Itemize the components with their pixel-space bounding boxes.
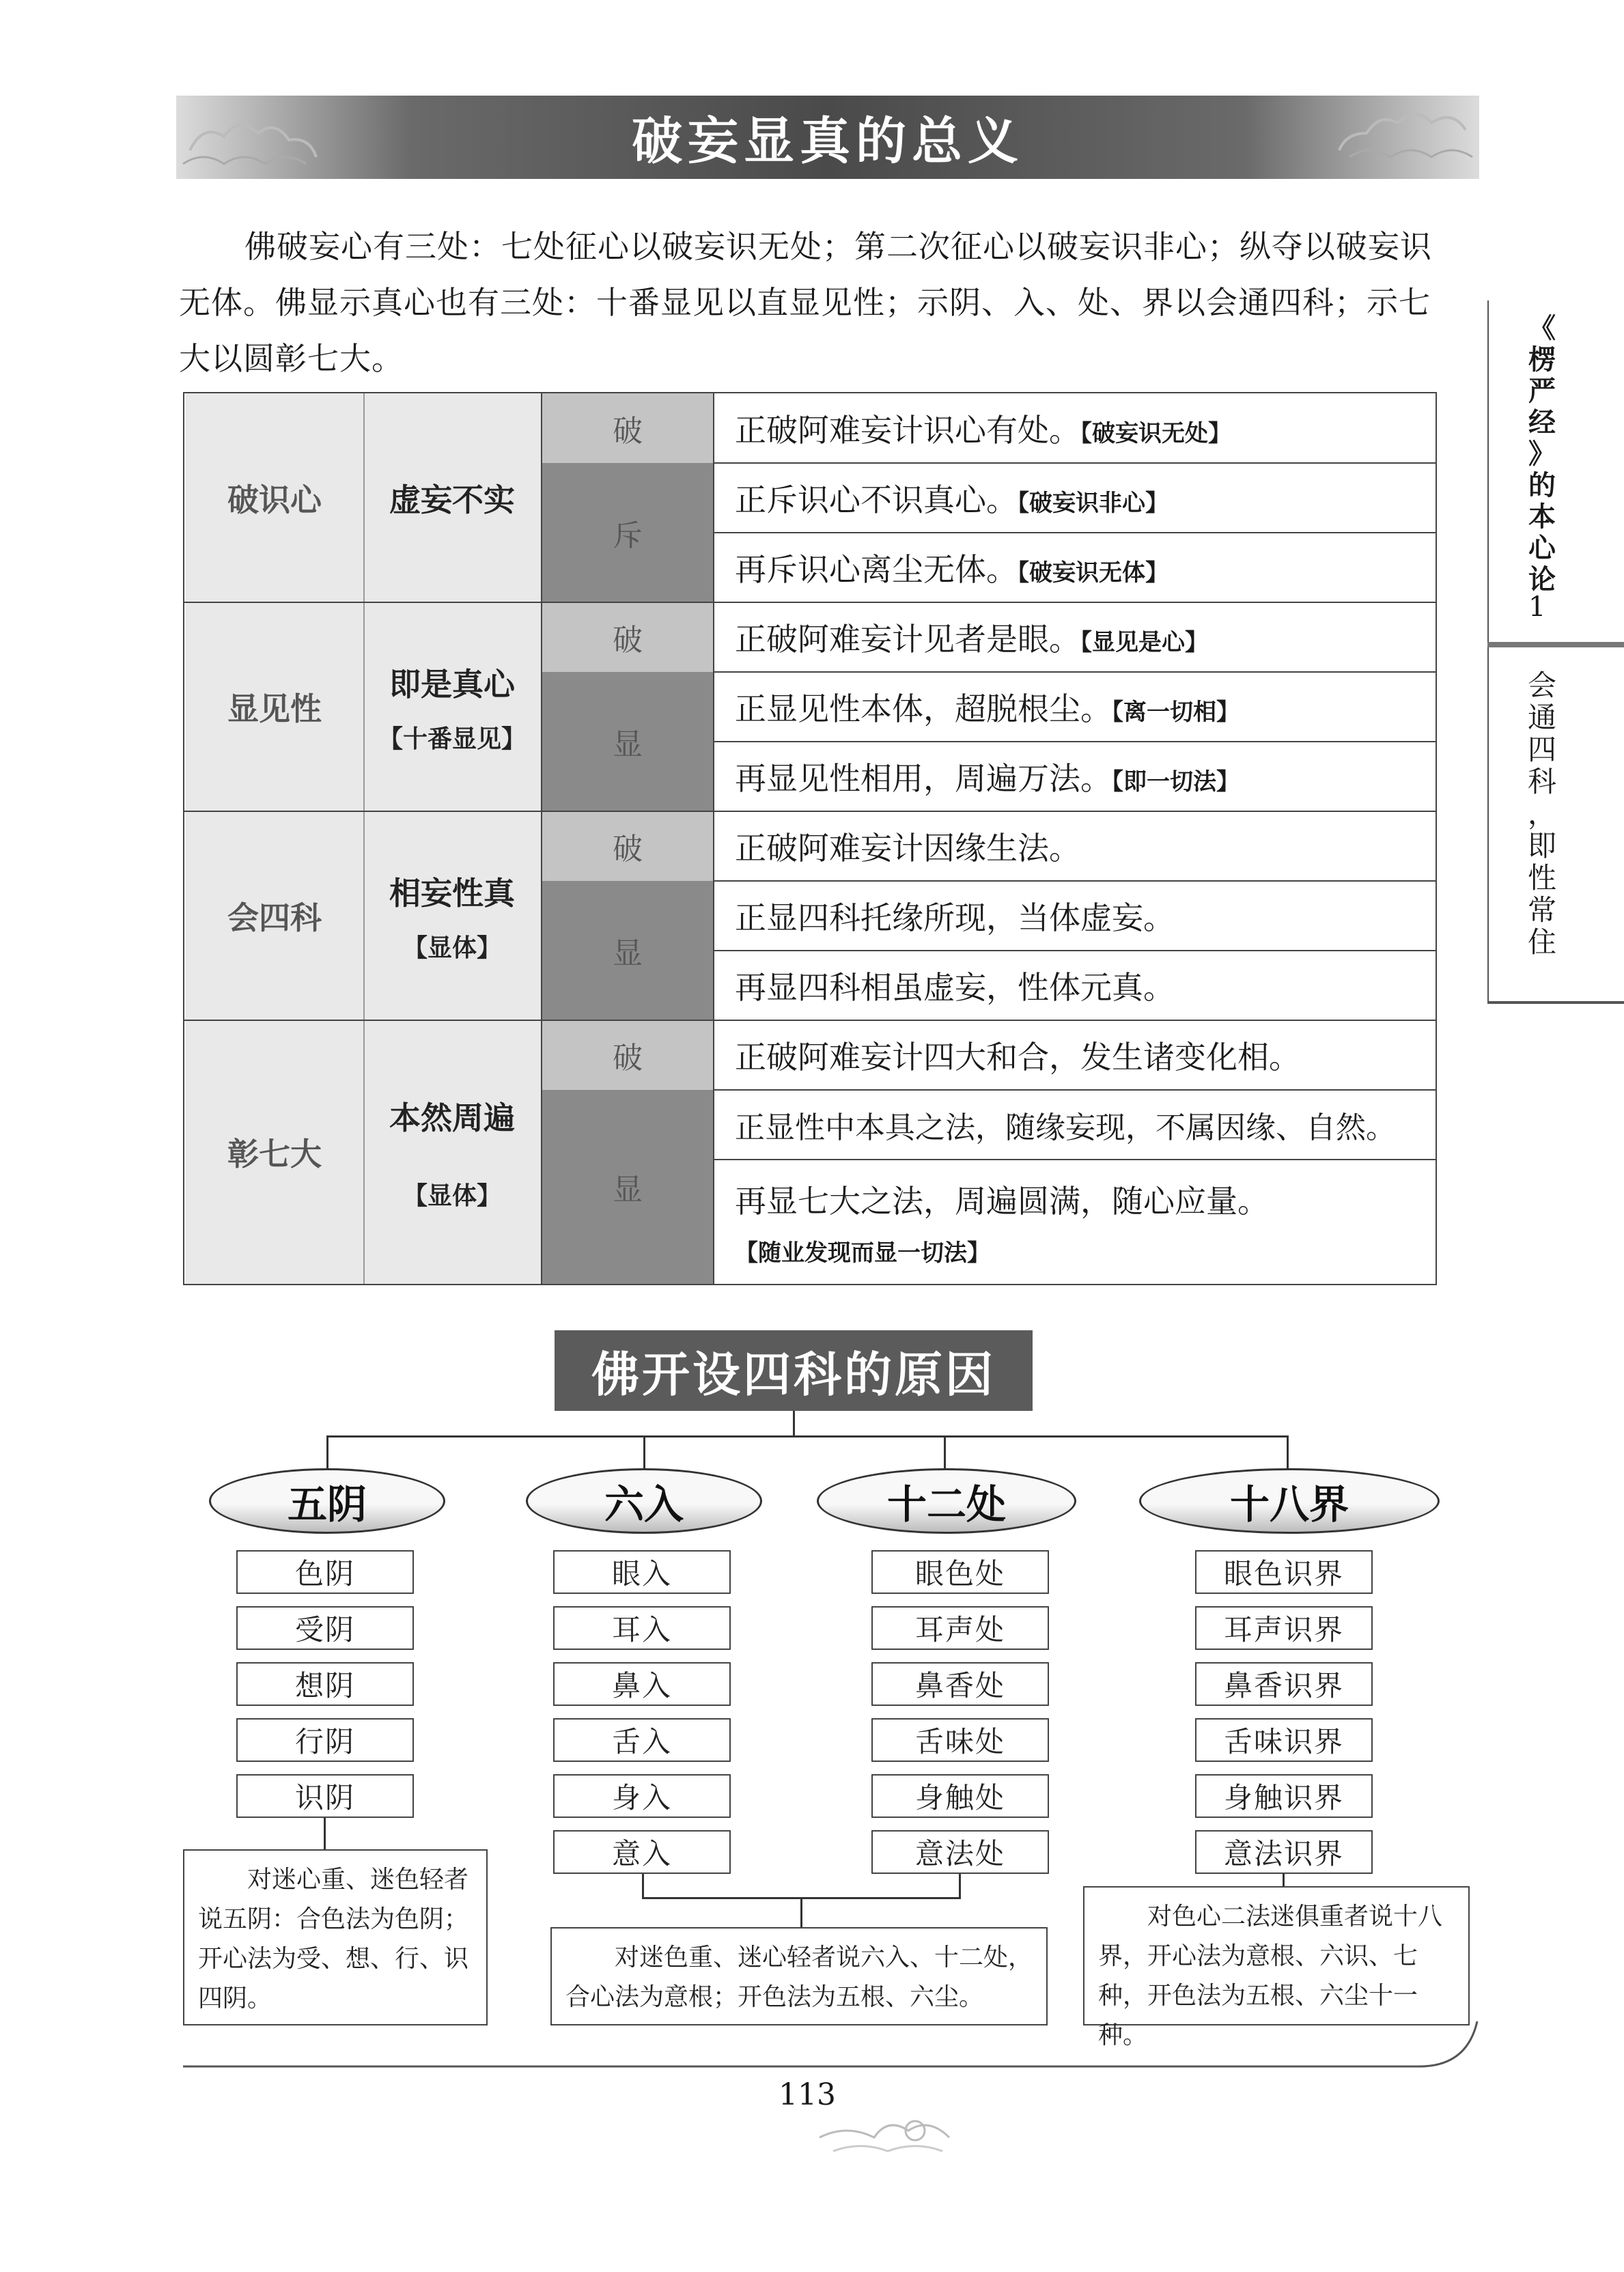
group-theme: 本然周遍 【显体】 bbox=[363, 1020, 541, 1284]
grid-line bbox=[714, 462, 1437, 464]
grid-line bbox=[363, 393, 365, 1284]
category-oval: 六入 bbox=[526, 1468, 762, 1534]
op-label: 破 bbox=[542, 602, 713, 672]
grid-line bbox=[714, 741, 1437, 742]
op-label: 破 bbox=[542, 1020, 713, 1090]
note-yin: 对迷心重、迷色轻者说五阴：合色法为色阴；开心法为受、想、行、识四阴。 bbox=[183, 1849, 488, 2025]
bottom-rule bbox=[176, 2015, 1487, 2069]
op-label: 显 bbox=[542, 1090, 713, 1284]
list-item: 鼻入 bbox=[553, 1662, 731, 1706]
table-row: 正显性中本具之法，随缘妄现，不属因缘、自然。 bbox=[735, 1110, 1396, 1145]
table-row: 正破阿难妄计四大和合，发生诸变化相。 bbox=[735, 1039, 1300, 1076]
op-label: 破 bbox=[542, 811, 713, 881]
connector-line bbox=[326, 1435, 1288, 1437]
op-label: 斥 bbox=[542, 463, 713, 602]
note-ru-chu: 对迷色重、迷心轻者说六入、十二处，合心法为意根；开色法为五根、六尘。 bbox=[550, 1927, 1048, 2025]
group-name: 显见性 bbox=[186, 602, 363, 811]
cloud-ornament-icon bbox=[813, 2103, 970, 2165]
connector-line bbox=[800, 1897, 802, 1929]
connector-line bbox=[959, 1874, 961, 1898]
grid-line bbox=[714, 1089, 1437, 1091]
category-oval: 十八界 bbox=[1139, 1468, 1440, 1534]
connector-line bbox=[324, 1818, 326, 1851]
table-row: 正破阿难妄计因缘生法。 bbox=[735, 830, 1080, 867]
list-item: 眼入 bbox=[553, 1550, 731, 1594]
section-title: 会 通 四 科 ， 即 性 常 住 bbox=[1527, 669, 1556, 959]
list-item: 身触处 bbox=[871, 1774, 1049, 1818]
list-item: 想阴 bbox=[236, 1662, 414, 1706]
title-banner bbox=[176, 96, 1479, 179]
list-item: 身触识界 bbox=[1195, 1774, 1373, 1818]
table-row: 正斥识心不识真心。【破妄识非心】 bbox=[735, 481, 1168, 518]
connector-line bbox=[944, 1435, 946, 1472]
list-item: 鼻香处 bbox=[871, 1662, 1049, 1706]
page-title: 破妄显真的总义 bbox=[632, 112, 1024, 171]
list-item: 身入 bbox=[553, 1774, 731, 1818]
section-title: 佛开设四科的原因 bbox=[591, 1346, 996, 1403]
connector-line bbox=[326, 1435, 328, 1472]
side-tab-border bbox=[1487, 300, 1489, 1004]
category-oval: 五阴 bbox=[209, 1468, 445, 1534]
group-theme: 相妄性真 【显体】 bbox=[363, 811, 541, 1020]
group-name: 破识心 bbox=[186, 393, 363, 602]
chapter-number: 1 bbox=[1528, 591, 1546, 623]
connector-line bbox=[793, 1411, 795, 1437]
list-item: 识阴 bbox=[236, 1774, 414, 1818]
list-item: 舌入 bbox=[553, 1718, 731, 1762]
table-row: 正破阿难妄计见者是眼。【显见是心】 bbox=[735, 621, 1208, 658]
grid-line bbox=[541, 393, 542, 1284]
book-title: 《 楞 严 经 》 的 本 心 论 bbox=[1528, 313, 1556, 595]
intro-paragraph: 佛破妄心有三处：七处征心以破妄识无处；第二次征心以破妄识非心；纵夺以破妄识无体。佛显示真心也有三处：十番显见以直显见性；示阴、入、处、界以会通四科；示七大以圆彰七大。 bbox=[179, 228, 1432, 377]
grid-line bbox=[714, 880, 1437, 882]
list-item: 耳声识界 bbox=[1195, 1606, 1373, 1650]
grid-line bbox=[184, 1020, 1436, 1021]
table-row: 再显四科相虽虚妄，性体元真。 bbox=[735, 969, 1175, 1006]
grid-line bbox=[714, 532, 1437, 533]
list-item: 行阴 bbox=[236, 1718, 414, 1762]
table-row: 正显四科托缘所现，当体虚妄。 bbox=[735, 899, 1175, 936]
grid-line bbox=[713, 393, 714, 1284]
connector-line bbox=[1283, 1874, 1285, 1888]
list-item: 耳入 bbox=[553, 1606, 731, 1650]
list-item: 意法处 bbox=[871, 1830, 1049, 1874]
table-row: 正破阿难妄计识心有处。【破妄识无处】 bbox=[735, 412, 1231, 449]
note-jie: 对色心二法迷俱重者说十八界，开心法为意根、六识、七种，开色法为五根、六尘十一种。 bbox=[1083, 1886, 1470, 2025]
group-theme: 即是真心 【十番显见】 bbox=[363, 602, 541, 811]
group-name: 彰七大 bbox=[186, 1020, 363, 1284]
grid-line bbox=[714, 671, 1437, 673]
grid-line bbox=[714, 1159, 1437, 1160]
grid-line bbox=[184, 602, 1436, 603]
op-label: 显 bbox=[542, 881, 713, 1020]
list-item: 意入 bbox=[553, 1830, 731, 1874]
grid-line bbox=[184, 811, 1436, 812]
summary-table bbox=[183, 392, 1437, 1285]
category-oval: 十二处 bbox=[817, 1468, 1076, 1534]
table-row: 正显见性本体，超脱根尘。【离一切相】 bbox=[735, 690, 1240, 727]
table-row: 再显七大之法，周遍圆满，随心应量。 【随业发现而显一切法】 bbox=[735, 1182, 1269, 1267]
side-tab-bottom bbox=[1487, 1001, 1624, 1004]
list-item: 耳声处 bbox=[871, 1606, 1049, 1650]
table-row: 再显见性相用，周遍万法。【即一切法】 bbox=[735, 760, 1240, 797]
connector-line bbox=[643, 1435, 645, 1472]
op-label: 破 bbox=[542, 393, 713, 463]
table-row: 再斥识心离尘无体。【破妄识无体】 bbox=[735, 551, 1168, 588]
list-item: 舌味识界 bbox=[1195, 1718, 1373, 1762]
list-item: 眼色识界 bbox=[1195, 1550, 1373, 1594]
cloud-ornament-icon bbox=[1315, 96, 1479, 179]
connector-line bbox=[642, 1874, 644, 1898]
connector-line bbox=[1287, 1435, 1289, 1472]
list-item: 鼻香识界 bbox=[1195, 1662, 1373, 1706]
section-banner bbox=[555, 1330, 1033, 1411]
list-item: 色阴 bbox=[236, 1550, 414, 1594]
side-tab-divider bbox=[1487, 642, 1624, 647]
list-item: 舌味处 bbox=[871, 1718, 1049, 1762]
group-theme: 虚妄不实 bbox=[363, 393, 541, 602]
op-label: 显 bbox=[542, 672, 713, 811]
page-number: 113 bbox=[779, 2077, 836, 2112]
list-item: 受阴 bbox=[236, 1606, 414, 1650]
group-name: 会四科 bbox=[186, 811, 363, 1020]
cloud-ornament-icon bbox=[176, 96, 340, 179]
list-item: 意法识界 bbox=[1195, 1830, 1373, 1874]
list-item: 眼色处 bbox=[871, 1550, 1049, 1594]
grid-line bbox=[714, 950, 1437, 951]
side-tab bbox=[1487, 300, 1624, 1004]
